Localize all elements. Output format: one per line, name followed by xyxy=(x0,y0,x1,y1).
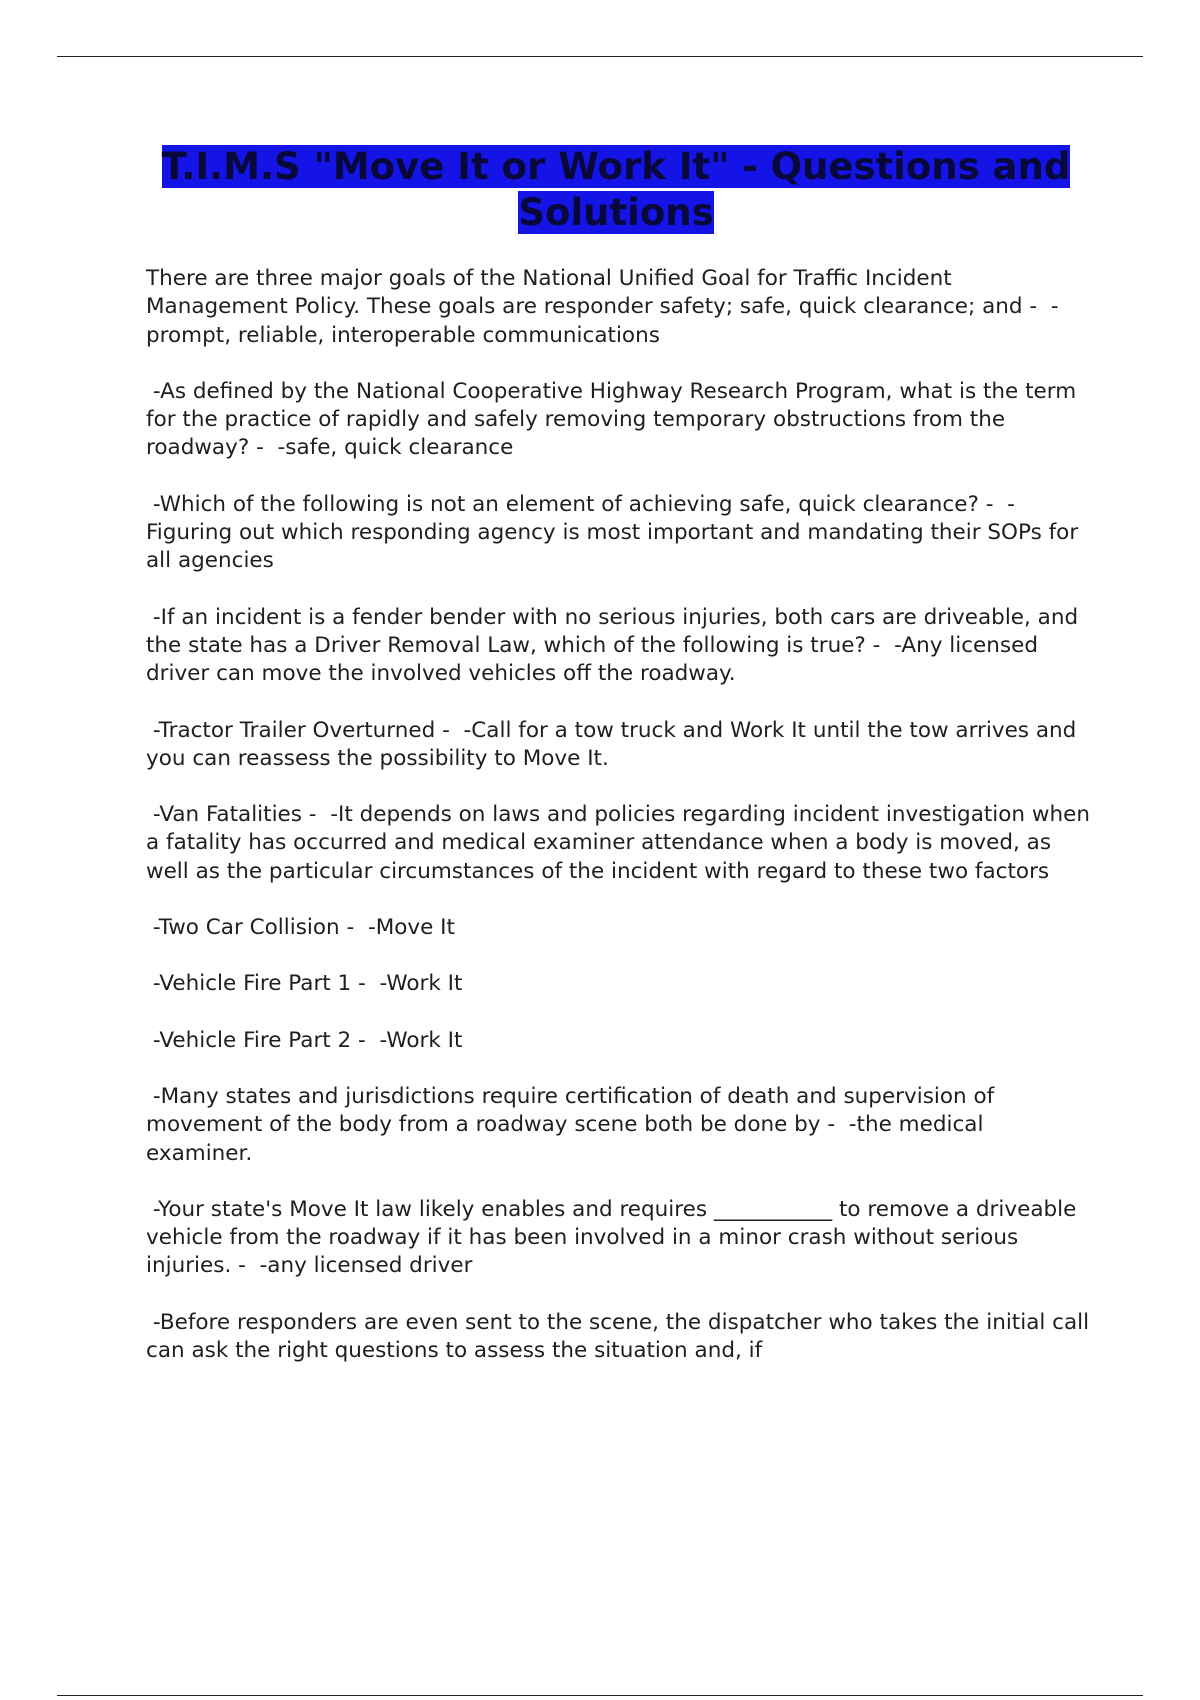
paragraph-qa: -If an incident is a fender bender with no serious injuries, both cars are driveable, and the state has a Driver Removal Law, which of the following is true? - -Any licensed driver can move the involved vehicles off the roadway. xyxy=(146,604,1085,687)
paragraph-qa: -Van Fatalities - -It depends on laws and policies regarding incident investigation when a fatality has occurred and medical examiner attendance when a body is moved, as well as the particular circumstances of the incident with regard to these two factors xyxy=(146,802,1097,884)
header-rule xyxy=(57,56,1143,57)
footer-rule xyxy=(57,1695,1143,1696)
paragraph-qa: -Two Car Collision - -Move It xyxy=(146,915,455,941)
document-body xyxy=(146,265,1096,1393)
paragraph-intro: There are three major goals of the National Unified Goal for Traffic Incident Management Policy. These goals are responder safety; safe, quick clearance; and - -prompt, reliable, interoperable communications xyxy=(146,266,1059,348)
title-block xyxy=(146,144,1086,236)
paragraph-qa: -Which of the following is not an element of achieving safe, quick clearance? - -Figuring out which responding agency is most important and mandating their SOPs for all agencies xyxy=(146,491,1086,574)
paragraph-qa: -Tractor Trailer Overturned - -Call for a tow truck and Work It until the tow arrives and you can reassess the possibility to Move It. xyxy=(146,717,1084,771)
paragraph-qa: -Vehicle Fire Part 2 - -Work It xyxy=(146,1027,463,1053)
paragraph-qa: -As defined by the National Cooperative Highway Research Program, what is the term for the practice of rapidly and safely removing temporary obstructions from the roadway? - -safe, quick clearance xyxy=(146,378,1084,461)
paragraph-qa: -Many states and jurisdictions require certification of death and supervision of movement of the body from a roadway scene both be done by - -the medical examiner. xyxy=(146,1083,1002,1166)
paragraph-qa: -Vehicle Fire Part 1 - -Work It xyxy=(146,971,463,997)
document-title-text: T.I.M.S "Move It or Work It" - Questions and Solutions xyxy=(161,145,1071,234)
paragraph-qa: -Your state's Move It law likely enables and requires ___________ to remove a driveable vehicle from the roadway if it has been involved in a minor crash without serious injuries. - -any licensed driver xyxy=(146,1196,1084,1279)
document-title xyxy=(146,144,1086,236)
paragraph-qa: -Before responders are even sent to the scene, the dispatcher who takes the initial call can ask the right questions to assess the situation and, if xyxy=(146,1309,1096,1364)
